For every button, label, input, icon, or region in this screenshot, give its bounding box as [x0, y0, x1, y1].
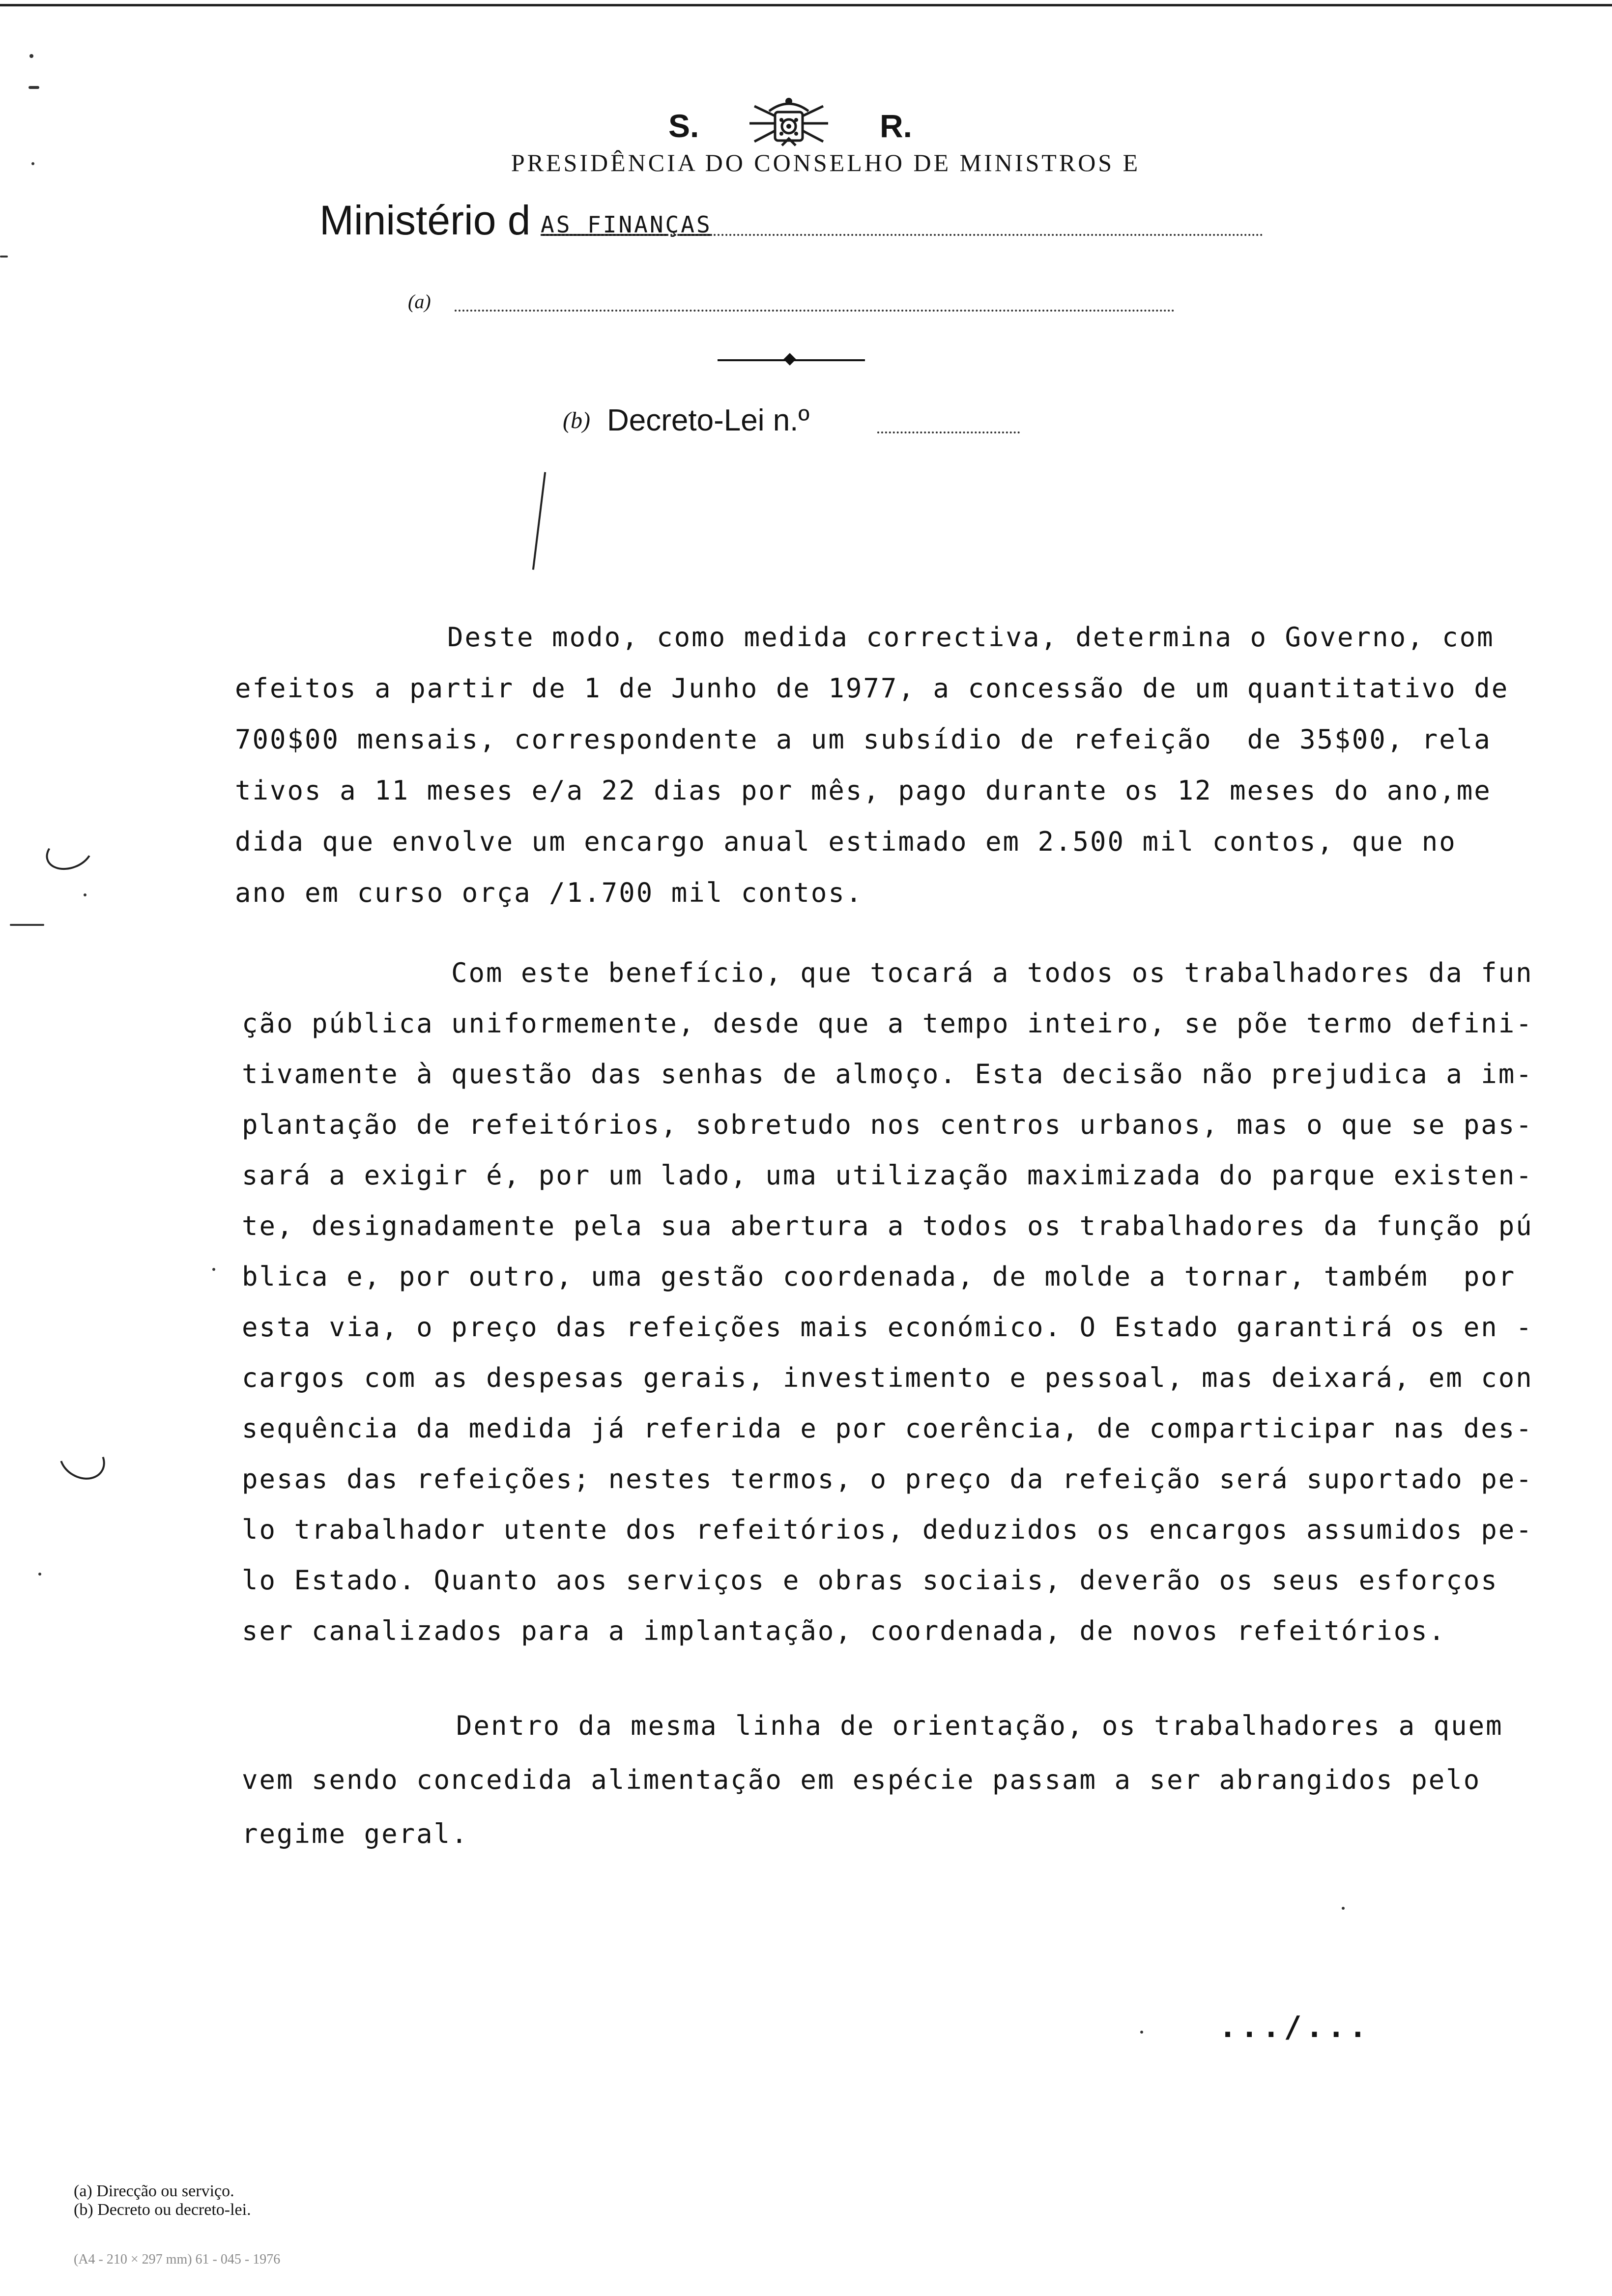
field-a-dotted-line — [455, 310, 1175, 312]
paragraph-2-line: lo trabalhador utente dos refeitórios, deduzidos os encargos assumidos pe- — [242, 1514, 1533, 1545]
scan-speck — [0, 256, 8, 258]
scan-arc — [41, 828, 97, 876]
paragraph-3-line: vem sendo concedida alimentação em espécie passam a ser abrangidos pelo — [242, 1764, 1481, 1795]
ministerio-value: AS FINANÇAS — [541, 211, 712, 238]
scan-arc — [52, 1431, 113, 1488]
ornament-divider — [718, 355, 865, 366]
ministerio-label: Ministério d — [319, 197, 531, 243]
scan-speck — [1342, 1907, 1345, 1910]
paragraph-1-line: tivos a 11 meses e/a 22 dias por mês, pago durante os 12 meses do ano,me — [235, 775, 1492, 806]
field-b-dotted-line — [877, 431, 1020, 433]
presidencia-heading: PRESIDÊNCIA DO CONSELHO DE MINISTROS E — [511, 149, 1141, 176]
paragraph-2-line: ser canalizados para a implantação, coordenada, de novos refeitórios. — [242, 1615, 1446, 1646]
scan-speck — [212, 1268, 215, 1271]
scan-speck — [1140, 2031, 1143, 2034]
field-a-line — [408, 290, 1175, 319]
paragraph-2-line: te, designadamente pela sua abertura a todos os trabalhadores da função pú — [242, 1210, 1533, 1241]
scan-speck — [38, 1573, 41, 1576]
sr-left: S. — [668, 108, 699, 144]
field-a-label: (a) — [408, 290, 431, 313]
paragraph-1-line: ano em curso orça /1.700 mil contos. — [235, 877, 864, 908]
field-b-line — [563, 403, 1020, 442]
paragraph-1-line: 700$00 mensais, correspondente a um subsídio de refeição de 35$00, rela — [235, 724, 1492, 755]
paragraph-2-line: lo Estado. Quanto aos serviços e obras sociais, deverão os seus esforços — [242, 1565, 1498, 1596]
footnote-a: (a) Direcção ou serviço. — [74, 2182, 234, 2200]
paragraph-3-line: regime geral. — [242, 1818, 469, 1849]
ministerio-dotted-line — [541, 234, 1263, 236]
field-b-label: (b) — [563, 407, 590, 433]
scan-speck — [29, 54, 33, 58]
sr-right: R. — [880, 108, 912, 144]
paragraph-2-line: plantação de refeitórios, sobretudo nos centros urbanos, mas o que se pas- — [242, 1109, 1533, 1140]
pen-stroke — [532, 472, 546, 570]
scan-speck — [31, 162, 34, 165]
paragraph-1-line: efeitos a partir de 1 de Junho de 1977, a concessão de um quantitativo de — [235, 673, 1509, 704]
paragraph-2-line: cargos com as despesas gerais, investimento e pessoal, mas deixará, em con — [242, 1362, 1533, 1393]
letterhead-sr — [654, 96, 929, 150]
paragraph-1-line: Deste modo, como medida correctiva, determina o Governo, com — [447, 622, 1495, 653]
paragraph-2-line: esta via, o preço das refeições mais económico. O Estado garantirá os en - — [242, 1312, 1533, 1343]
diamond-icon — [783, 353, 796, 365]
continuation-mark: .../... — [1219, 2010, 1371, 2044]
ministerio-line — [319, 197, 1263, 246]
scan-speck — [10, 924, 44, 926]
paragraph-2-line: blica e, por outro, uma gestão coordenada, de molde a tornar, também por — [242, 1261, 1516, 1292]
footnote-b: (b) Decreto ou decreto-lei. — [74, 2201, 251, 2219]
paragraph-2-line: sequência da medida já referida e por coerência, de comparticipar nas des- — [242, 1413, 1533, 1444]
paragraph-2-line: ção pública uniformemente, desde que a tempo inteiro, se põe termo defini- — [242, 1008, 1533, 1039]
paragraph-2-line: pesas das refeições; nestes termos, o preço da refeição será suportado pe- — [242, 1464, 1533, 1494]
paragraph-1-line: dida que envolve um encargo anual estimado em 2.500 mil contos, que no — [235, 826, 1457, 857]
scan-speck — [84, 893, 86, 896]
paragraph-2-line: tivamente à questão das senhas de almoço. Esta decisão não prejudica a im- — [242, 1059, 1533, 1090]
paragraph-3-line: Dentro da mesma linha de orientação, os trabalhadores a quem — [456, 1710, 1503, 1741]
top-rule — [0, 4, 1612, 6]
print-code-smudge: (A4 - 210 × 297 mm) 61 - 045 - 1976 — [74, 2252, 281, 2267]
paragraph-2-line: sará a exigir é, por um lado, uma utilização maximizada do parque existen- — [242, 1160, 1533, 1191]
decreto-label: Decreto-Lei n.º — [607, 403, 810, 437]
paragraph-2-line: Com este benefício, que tocará a todos os trabalhadores da fun — [451, 957, 1533, 988]
scan-speck — [29, 86, 39, 89]
coat-of-arms-icon — [735, 96, 843, 150]
